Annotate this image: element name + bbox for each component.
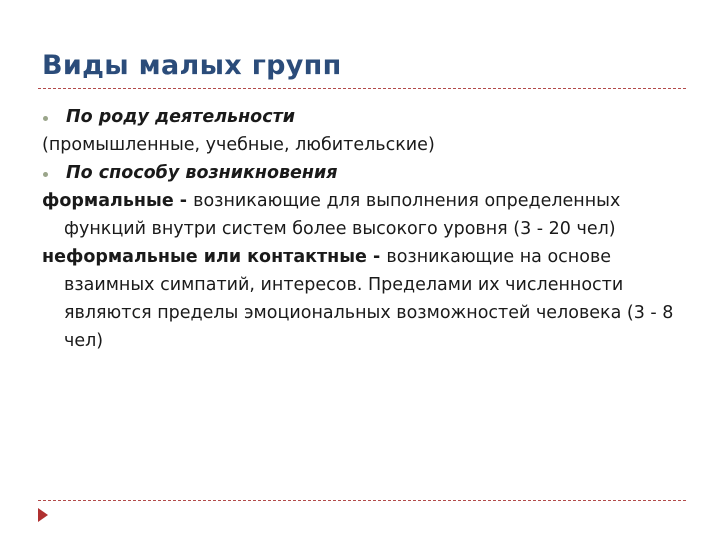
activity-types-text: (промышленные, учебные, любительские)	[42, 135, 435, 155]
formal-term: формальные -	[42, 191, 194, 211]
slide-content	[42, 103, 682, 355]
bullet-label: По роду деятельности	[66, 107, 295, 127]
bullet-item-activity	[42, 103, 682, 131]
formal-groups-paragraph	[42, 187, 682, 243]
informal-groups-paragraph	[42, 243, 682, 355]
bullet-label: По способу возникновения	[66, 163, 338, 183]
slide-title: Виды малых групп	[42, 50, 342, 81]
footer-divider	[38, 500, 686, 501]
bullet-dot-icon	[43, 172, 48, 177]
informal-description: возникающие на основе взаимных симпатий, интересов. Пределами их численности являются пределы эмоциональных возможностей человека (3 - 8 чел)	[64, 247, 674, 351]
informal-term: неформальные или контактные -	[42, 247, 387, 267]
bullet-item-origin	[42, 159, 682, 187]
formal-description: возникающие для выполнения определенных функций внутри систем более высокого уровня (3 - 20 чел)	[64, 191, 621, 239]
next-slide-arrow-icon[interactable]	[38, 508, 48, 522]
title-divider	[38, 88, 686, 89]
bullet-dot-icon	[43, 116, 48, 121]
